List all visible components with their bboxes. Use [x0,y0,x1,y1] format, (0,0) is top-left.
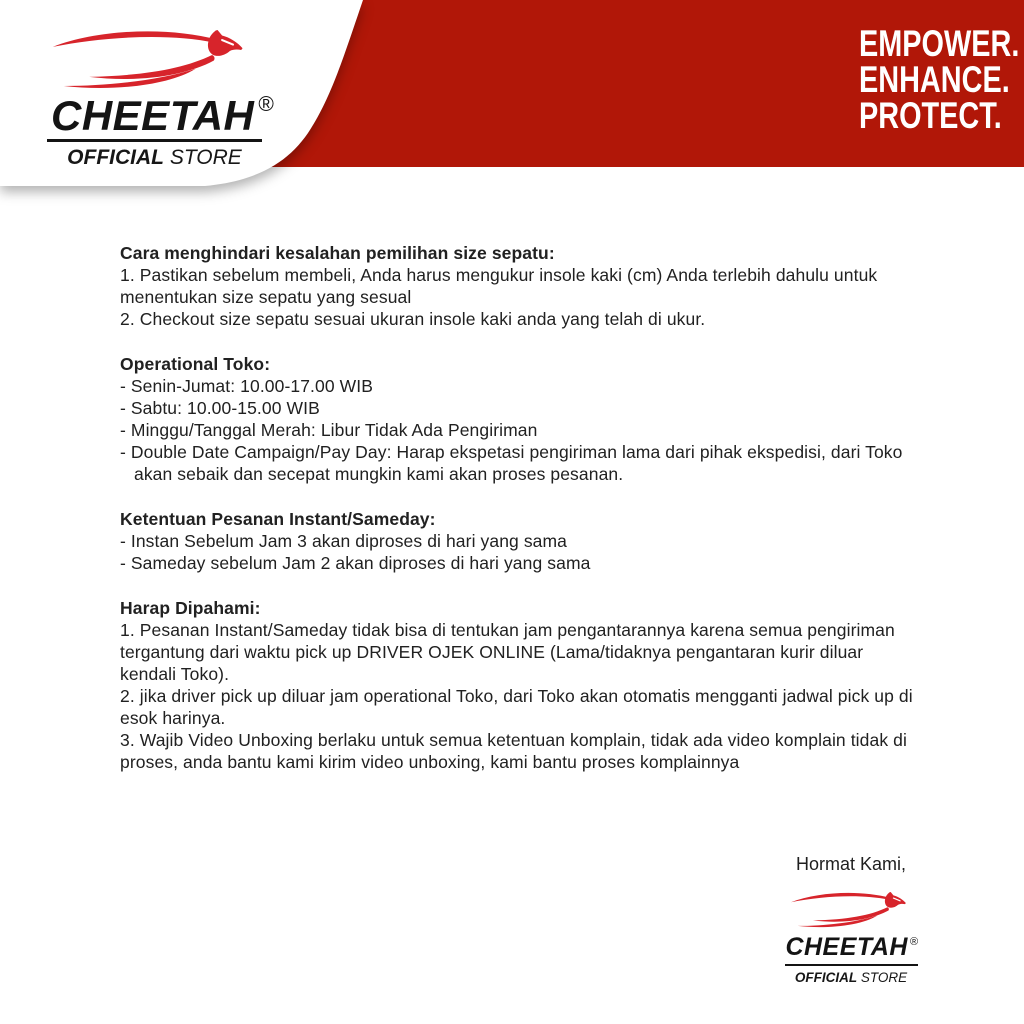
tagline-line-protect: PROTECT. [859,95,1002,136]
logo-subtitle-official: OFFICIAL [794,970,858,985]
registered-mark: ® [258,93,275,116]
signature-block [776,854,926,985]
logo-subtitle-store: STORE [169,146,242,169]
brand-name: CHEETAH [51,92,255,139]
section-instant-sameday [120,508,915,574]
section-item: - Minggu/Tanggal Merah: Libur Tidak Ada Pengiriman [120,420,538,440]
section-size-guide [120,242,915,330]
brand-wordmark [51,92,275,140]
section-item: 1. Pesanan Instant/Sameday tidak bisa di tentukan jam pengantarannya karena semua pengiriman tergantung dari waktu pick up DRIVER OJEK ONLINE (Lama/tidaknya pengantaran kurir diluar kendali Toko). [120,620,895,684]
section-harap-dipahami [120,597,915,773]
section-item: 2. Checkout size sepatu sesuai ukuran insole kaki anda yang telah di ukur. [120,309,706,329]
brand-name: CHEETAH [785,933,908,961]
policy-text [120,242,915,796]
closing-text: Hormat Kami, [795,854,907,874]
logo-subtitle-official: OFFICIAL [67,146,164,169]
cheetah-swoosh-icon [47,25,257,96]
section-item: - Double Date Campaign/Pay Day: Harap ekspetasi pengiriman lama dari pihak ekspedisi, dari Toko akan sebaik dan secepat mungkin kami akan proses pesanan. [120,442,903,484]
section-item: 3. Wajib Video Unboxing berlaku untuk semua ketentuan komplain, tidak ada video komplain tidak di proses, anda bantu kami kirim video unboxing, kami bantu proses komplainnya [120,730,907,772]
section-heading: Operational Toko: [120,354,271,374]
header-tagline [859,23,1020,136]
tagline-line-enhance: ENHANCE. [859,59,1010,100]
section-item: - Senin-Jumat: 10.00-17.00 WIB [120,376,373,396]
section-heading: Ketentuan Pesanan Instant/Sameday: [120,509,436,529]
logo-divider-small [785,964,918,966]
section-item: 2. jika driver pick up diluar jam operational Toko, dari Toko akan otomatis mengganti jadwal pick up di esok harinya. [120,686,913,728]
tagline-line-empower: EMPOWER. [859,23,1020,64]
registered-mark: ® [909,936,919,948]
section-item: - Instan Sebelum Jam 3 akan diproses di hari yang sama [120,531,568,551]
section-item: - Sameday sebelum Jam 2 akan diproses di hari yang sama [120,553,591,573]
brand-wordmark-small [785,933,919,962]
section-operational [120,353,915,485]
section-heading: Harap Dipahami: [120,598,261,618]
cheetah-swoosh-icon [787,889,915,932]
logo-subtitle-small [795,970,907,985]
section-item: 1. Pastikan sebelum membeli, Anda harus mengukur insole kaki (cm) Anda terlebih dahulu untuk menentukan size sepatu yang sesual [120,265,878,307]
section-heading: Cara menghindari kesalahan pemilihan size sepatu: [120,243,555,263]
logo-divider [47,139,262,142]
logo-subtitle [47,146,262,170]
section-item: - Sabtu: 10.00-15.00 WIB [120,398,320,418]
logo-subtitle-store: STORE [860,970,908,985]
